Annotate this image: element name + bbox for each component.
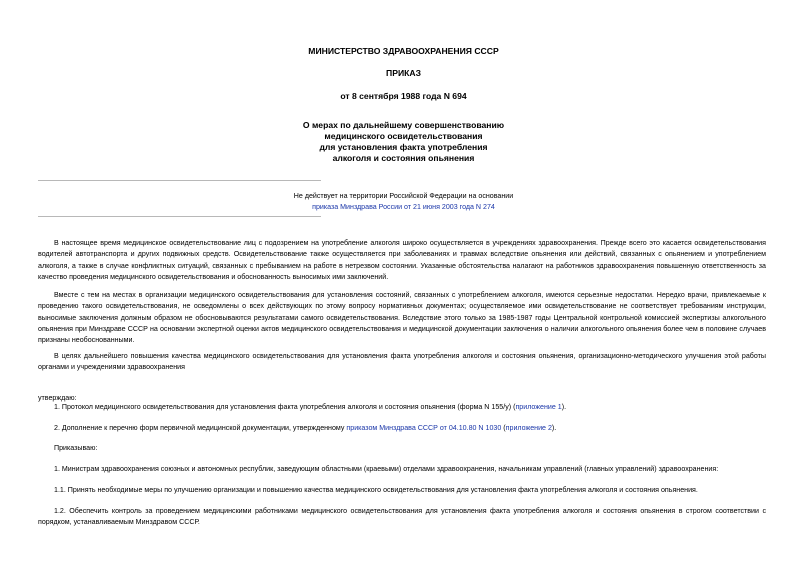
- divider: [38, 216, 321, 217]
- ministry-heading: МИНИСТЕРСТВО ЗДРАВООХРАНЕНИЯ СССР: [308, 46, 499, 56]
- order-item: 1.1. Принять необходимые меры по улучшению организации и повышению качества медицинского освидетельствования для установления факта употребления алкоголя и состояния опьянения.: [54, 486, 698, 494]
- order-date: от 8 сентября 1988 года N 694: [340, 91, 467, 101]
- validity-notice: Не действует на территории Российской Федерации на основании: [293, 192, 514, 200]
- item-text: 1. Протокол медицинского освидетельствования для установления факта употребления алкоголя и состояния опьянения (форма N 155/у) (: [54, 403, 516, 411]
- body-paragraph: Вместе с тем на местах в организации медицинского освидетельствования для установления состояний, связанных с употреблением алкоголя, имеются серьезные недостатки. Нередко врачи, привлекаемые к проведению такого освидетельствования, не осведомлены о всех действующих по этому вопросу нормативных документах; осуществляемое ими освидетельствование не соответствует требованиям инструкции, выносимые заключения должным образом не обосновываются результатами самого освидетельствования. Вследствие этого только за 1985-1987 годы Центральной контрольной комиссией экспертизы алкогольного опьянения при Минздраве СССР на основании экспертной оценки актов медицинского освидетельствования и медицинской документации заключения о наличии алкогольного опьянения более чем в половине случаев признаны необоснованными.: [38, 291, 766, 345]
- approve-label: утверждаю:: [38, 394, 77, 402]
- item-text: ).: [551, 424, 557, 432]
- divider: [38, 180, 321, 181]
- order-item: 1.2. Обеспечить контроль за проведением медицинскими работниками медицинского освидетельствования для установления факта употребления алкоголя и состояния опьянения в строгом соответствии с порядком, устанавливаемым Минздравом СССР.: [38, 507, 766, 527]
- order-verb: Приказываю:: [54, 444, 98, 452]
- body-paragraph: В настоящее время медицинское освидетельствование лиц с подозрением на употребление алкоголя широко осуществляется в учреждениях здравоохранения. Прежде всего это касается освидетельствования водителей автотранспорта и других подвижных средств. Освидетельствование также осуществляется при заболеваниях и травмах вследствие опьянения или действий, связанных с опьянением и употреблением алкоголя, а также в случае конфликтных ситуаций, связанных с пребыванием на работе в нетрезвом состоянии. Указанные обстоятельства налагают на работников здравоохранения повышенную ответственность за качество проведения медицинского освидетельствования и обоснованность выносимых ими заключений.: [38, 239, 766, 281]
- body-paragraph: В целях дальнейшего повышения качества медицинского освидетельствования для установления факта употребления алкоголя и состояния опьянения, организационно-методического улучшения этой работы органами и учреждениями здравоохранения: [38, 352, 766, 372]
- order-item: 1. Министрам здравоохранения союзных и автономных республик, заведующим областными (краевыми) отделами здравоохранения, начальникам управлений (главных управлений) здравоохранения:: [54, 465, 719, 473]
- subject-line: для установления факта употребления: [319, 142, 488, 152]
- item-text: (: [501, 424, 506, 432]
- approved-item: [54, 423, 782, 434]
- appendix-2-link[interactable]: приложение 2: [505, 424, 552, 432]
- item-text: ).: [561, 403, 567, 411]
- subject-line: медицинского освидетельствования: [324, 131, 483, 141]
- subject-line: алкоголя и состояния опьянения: [332, 153, 475, 163]
- validity-notice-link-line: [0, 201, 807, 213]
- appendix-1-link[interactable]: приложение 1: [515, 403, 562, 411]
- item-text: 2. Дополнение к перечню форм первичной медицинской документации, утвержденному: [54, 424, 347, 432]
- order-subject: [0, 120, 807, 164]
- order-title: ПРИКАЗ: [386, 68, 421, 78]
- order-1030-link[interactable]: приказом Минздрава СССР от 04.10.80 N 1030: [346, 424, 502, 432]
- subject-line: О мерах по дальнейшему совершенствованию: [302, 120, 505, 130]
- revocation-order-link[interactable]: приказа Минздрава России от 21 июня 2003 года N 274: [312, 203, 495, 211]
- approved-item: [54, 402, 782, 413]
